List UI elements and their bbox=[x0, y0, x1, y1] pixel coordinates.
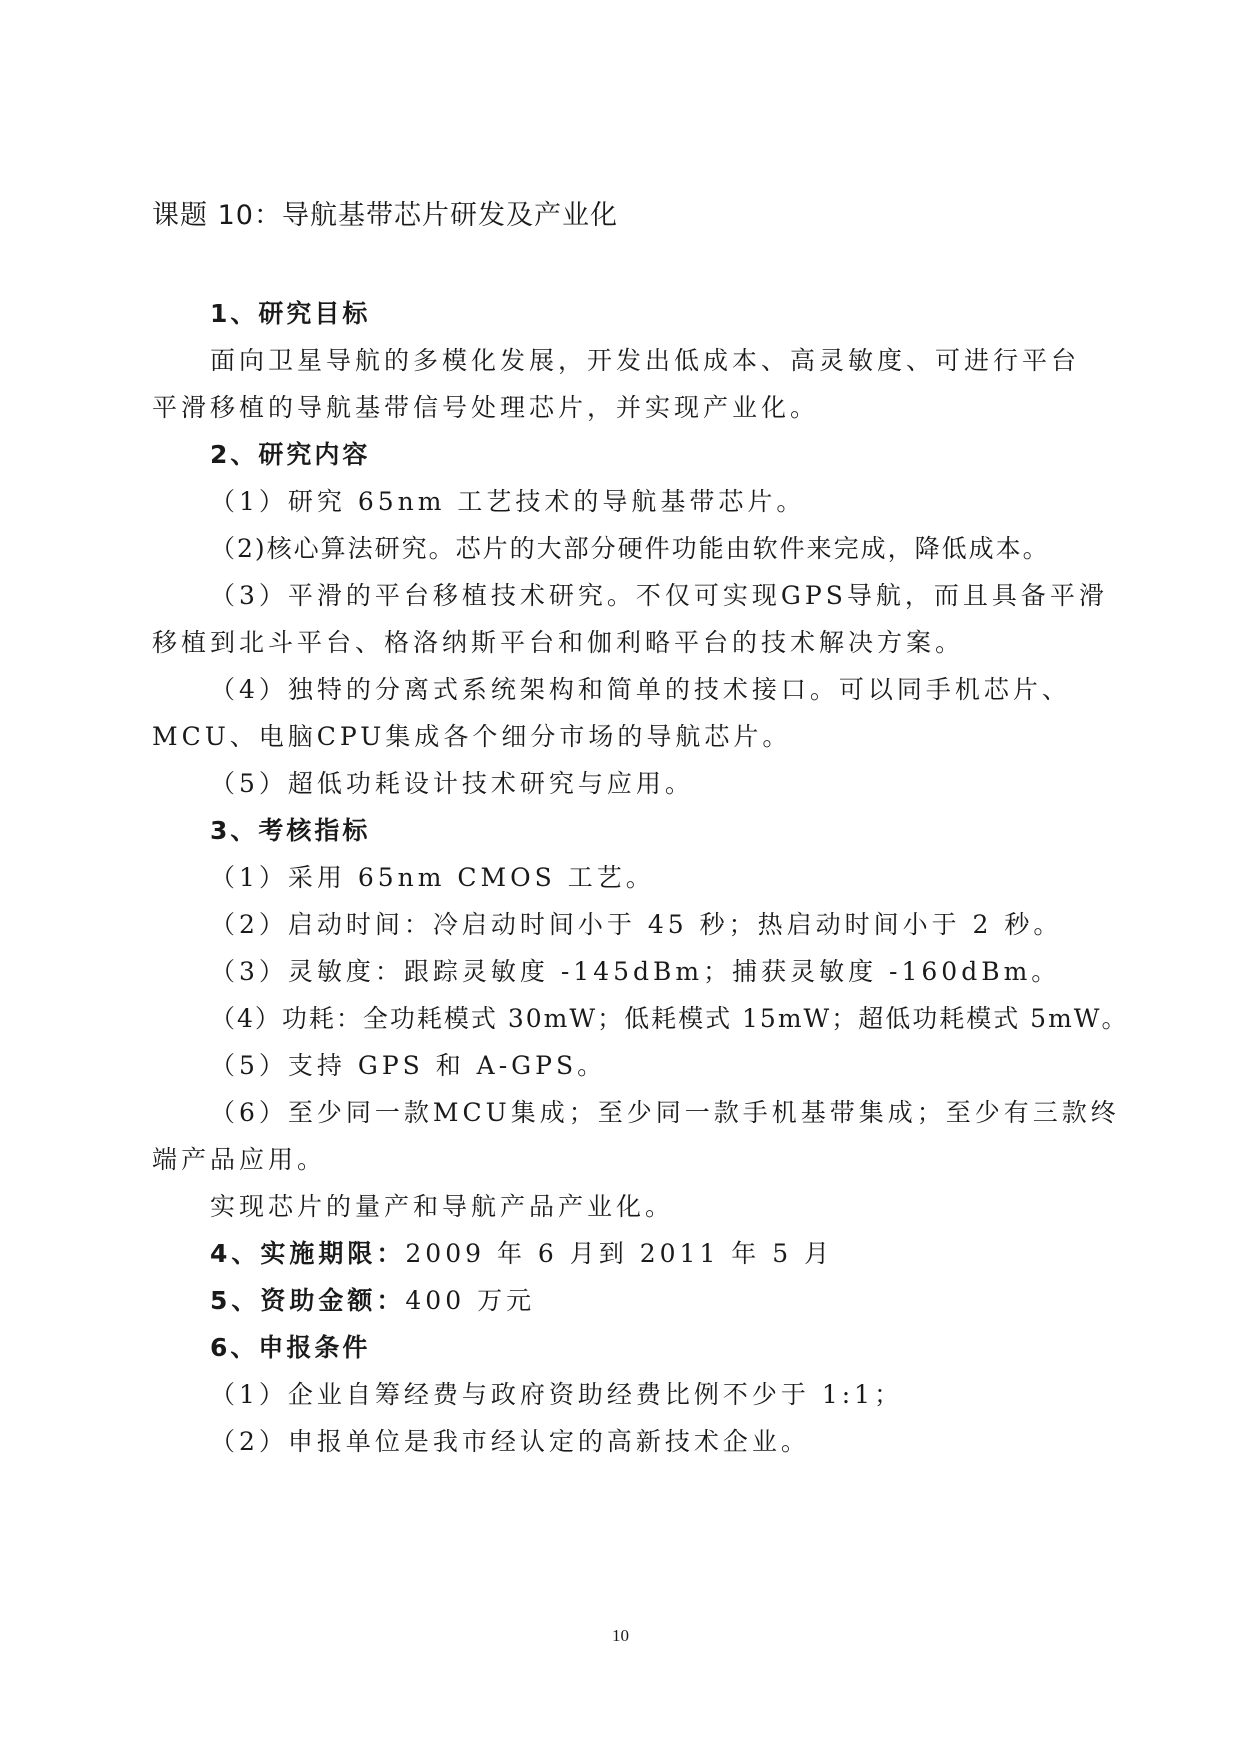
section-heading-conditions: 6、申报条件 bbox=[210, 1333, 371, 1362]
funding-row bbox=[152, 1277, 1092, 1324]
list-item: （1）企业自筹经费与政府资助经费比例不少于 1:1； bbox=[210, 1380, 904, 1409]
section-heading-goal: 1、研究目标 bbox=[210, 299, 371, 328]
section-heading-indicators: 3、考核指标 bbox=[210, 816, 371, 845]
paragraph-line: 平滑移植的导航基带信号处理芯片，并实现产业化。 bbox=[152, 393, 820, 422]
funding-value: 400 万元 bbox=[405, 1286, 536, 1315]
period-row bbox=[152, 1230, 1092, 1277]
list-item: （2）申报单位是我市经认定的高新技术企业。 bbox=[210, 1427, 810, 1456]
list-item: （4）功耗：全功耗模式 30mW；低耗模式 15mW；超低功耗模式 5mW。 bbox=[210, 1004, 1129, 1033]
paragraph-line: 实现芯片的量产和导航产品产业化。 bbox=[210, 1192, 675, 1221]
period-label: 4、实施期限： bbox=[210, 1239, 406, 1268]
list-item: （4）独特的分离式系统架构和简单的技术接口。可以同手机芯片、 bbox=[210, 675, 1071, 704]
list-item: （3）灵敏度：跟踪灵敏度 -145dBm；捕获灵敏度 -160dBm。 bbox=[210, 957, 1061, 986]
document-body bbox=[152, 290, 1129, 1465]
list-item: （3）平滑的平台移植技术研究。不仅可实现GPS导航，而且具备平滑 bbox=[210, 581, 1108, 610]
section-heading-content: 2、研究内容 bbox=[210, 440, 371, 469]
list-item-continuation: 端产品应用。 bbox=[152, 1145, 327, 1174]
list-item: （1）研究 65nm 工艺技术的导航基带芯片。 bbox=[210, 487, 806, 516]
document-title: 课题 10：导航基带芯片研发及产业化 bbox=[152, 200, 618, 231]
list-item: （5）超低功耗设计技术研究与应用。 bbox=[210, 769, 694, 798]
list-item-continuation: 移植到北斗平台、格洛纳斯平台和伽利略平台的技术解决方案。 bbox=[152, 628, 965, 657]
list-item: （5）支持 GPS 和 A-GPS。 bbox=[210, 1051, 607, 1080]
list-item-continuation: MCU、电脑CPU集成各个细分市场的导航芯片。 bbox=[152, 722, 792, 751]
list-item: （1）采用 65nm CMOS 工艺。 bbox=[210, 863, 655, 892]
period-value: 2009 年 6 月到 2011 年 5 月 bbox=[405, 1239, 834, 1268]
list-item: （2)核心算法研究。芯片的大部分硬件功能由软件来完成，降低成本。 bbox=[210, 534, 1050, 563]
paragraph-line: 面向卫星导航的多模化发展，开发出低成本、高灵敏度、可进行平台 bbox=[210, 346, 1081, 375]
list-item: （6）至少同一款MCU集成；至少同一款手机基带集成；至少有三款终 bbox=[210, 1098, 1120, 1127]
page-number: 10 bbox=[612, 1626, 629, 1645]
funding-label: 5、资助金额： bbox=[210, 1286, 406, 1315]
list-item: （2）启动时间：冷启动时间小于 45 秒；热启动时间小于 2 秒。 bbox=[210, 910, 1063, 939]
